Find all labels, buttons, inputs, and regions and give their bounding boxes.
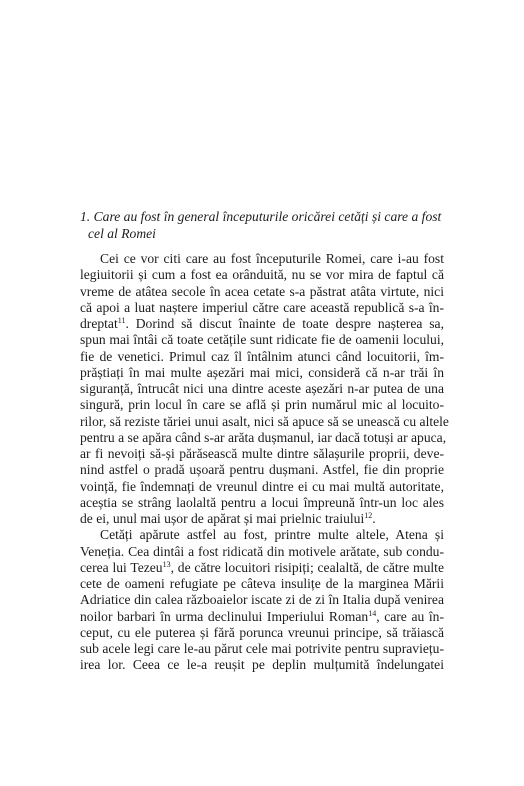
text-line: fie de venetici. Primul caz îl întâlnim atunci când locuitorii, îm- bbox=[80, 348, 444, 364]
text-line: spun mai întâi că toate cetățile sunt ridicate fie de oamenii locului, bbox=[80, 332, 444, 348]
text-line: cete de oameni refugiate pe câteva insulițe de la marginea Mării bbox=[80, 576, 444, 591]
paragraph bbox=[80, 251, 449, 527]
section-heading-line: cel al Romei bbox=[88, 226, 156, 241]
text-line: legiuitorii și cum a fost ea orânduită, nu se vor mira de faptul că bbox=[80, 267, 444, 283]
text-line: Adriatice din calea războaielor iscate zi de zi în Italia după venirea bbox=[80, 592, 444, 608]
text-line: de ei, unul mai ușor de apărat și mai prielnic traiului$^{12}$. bbox=[80, 511, 376, 526]
text-line: nind astfel o pradă ușoară pentru dușmani. Astfel, fie din proprie bbox=[80, 462, 444, 478]
section-heading bbox=[80, 208, 452, 242]
text-line: pentru a se apăra când s-ar arăta dușmanul, iar dacă totuși ar apuca, bbox=[80, 429, 447, 445]
text-line: cerea lui Tezeu$^{13}$, de către locuitori risipiți; cealaltă, de către multe bbox=[80, 559, 444, 575]
text-line: Cetăți apărute astfel au fost, printre multe altele, Atena și bbox=[100, 527, 444, 543]
footnote-marker: 14 bbox=[368, 608, 377, 618]
footnote-marker: 12 bbox=[364, 511, 373, 520]
footnote-marker: 11 bbox=[117, 316, 126, 325]
text-line: Cei ce vor citi care au fost începuturile Romei, care i-au fost bbox=[100, 251, 444, 266]
paragraph bbox=[80, 527, 444, 673]
text-line: siguranță, întrucât nici una dintre aceste așezări n-ar putea de una bbox=[80, 381, 444, 396]
text-line: singură, prin locul în care se află și prin numărul mic al locuito- bbox=[80, 397, 444, 413]
text-line: aceștia se strâng laolaltă pentru a locui împreună într-un loc ales bbox=[80, 494, 444, 510]
text-line: că apoi a luat naștere imperiul către care această republică s-a în- bbox=[80, 299, 444, 315]
text-line: irea lor. Ceea ce le-a reușit pe deplin mulțumită îndelungatei bbox=[80, 657, 444, 673]
text-line: dreptat$^{11}$. Dorind să discut înainte de toate despre nașterea sa, bbox=[80, 316, 444, 331]
text-line: prăștiați în mai multe așezări mai mici, consideră că n-ar trăi în bbox=[80, 364, 444, 380]
body-text bbox=[80, 251, 449, 674]
text-line: Veneția. Cea dintâi a fost ridicată din motivele arătate, sub condu- bbox=[80, 543, 444, 559]
text-line: ceput, cu ele puterea și fără porunca vreunui principe, să trăiască bbox=[80, 624, 444, 640]
text-line: ar fi nevoiți să-și părăsească multe dintre sălașurile proprii, deve- bbox=[80, 446, 444, 461]
text-line: noilor barbari în urma declinului Imperiului Roman$^{14}$, care au în- bbox=[80, 608, 444, 624]
footnote-marker: 13 bbox=[162, 559, 171, 569]
section-heading-line: 1. Care au fost în general începuturile oricărei cetăți și care a fost bbox=[80, 209, 442, 224]
text-line: voință, fie îndemnați de vreunul dintre ei cu mai multă autoritate, bbox=[80, 478, 444, 494]
text-line: rilor, să reziste tăriei unui asalt, nici să apuce să se unească cu altele bbox=[80, 413, 449, 429]
text-line: vreme de atâtea secole în acea cetate s-a păstrat atâta virtute, nici bbox=[80, 283, 444, 299]
text-line: sub acele legi care le-au părut cele mai potrivite pentru supraviețu- bbox=[80, 641, 444, 656]
